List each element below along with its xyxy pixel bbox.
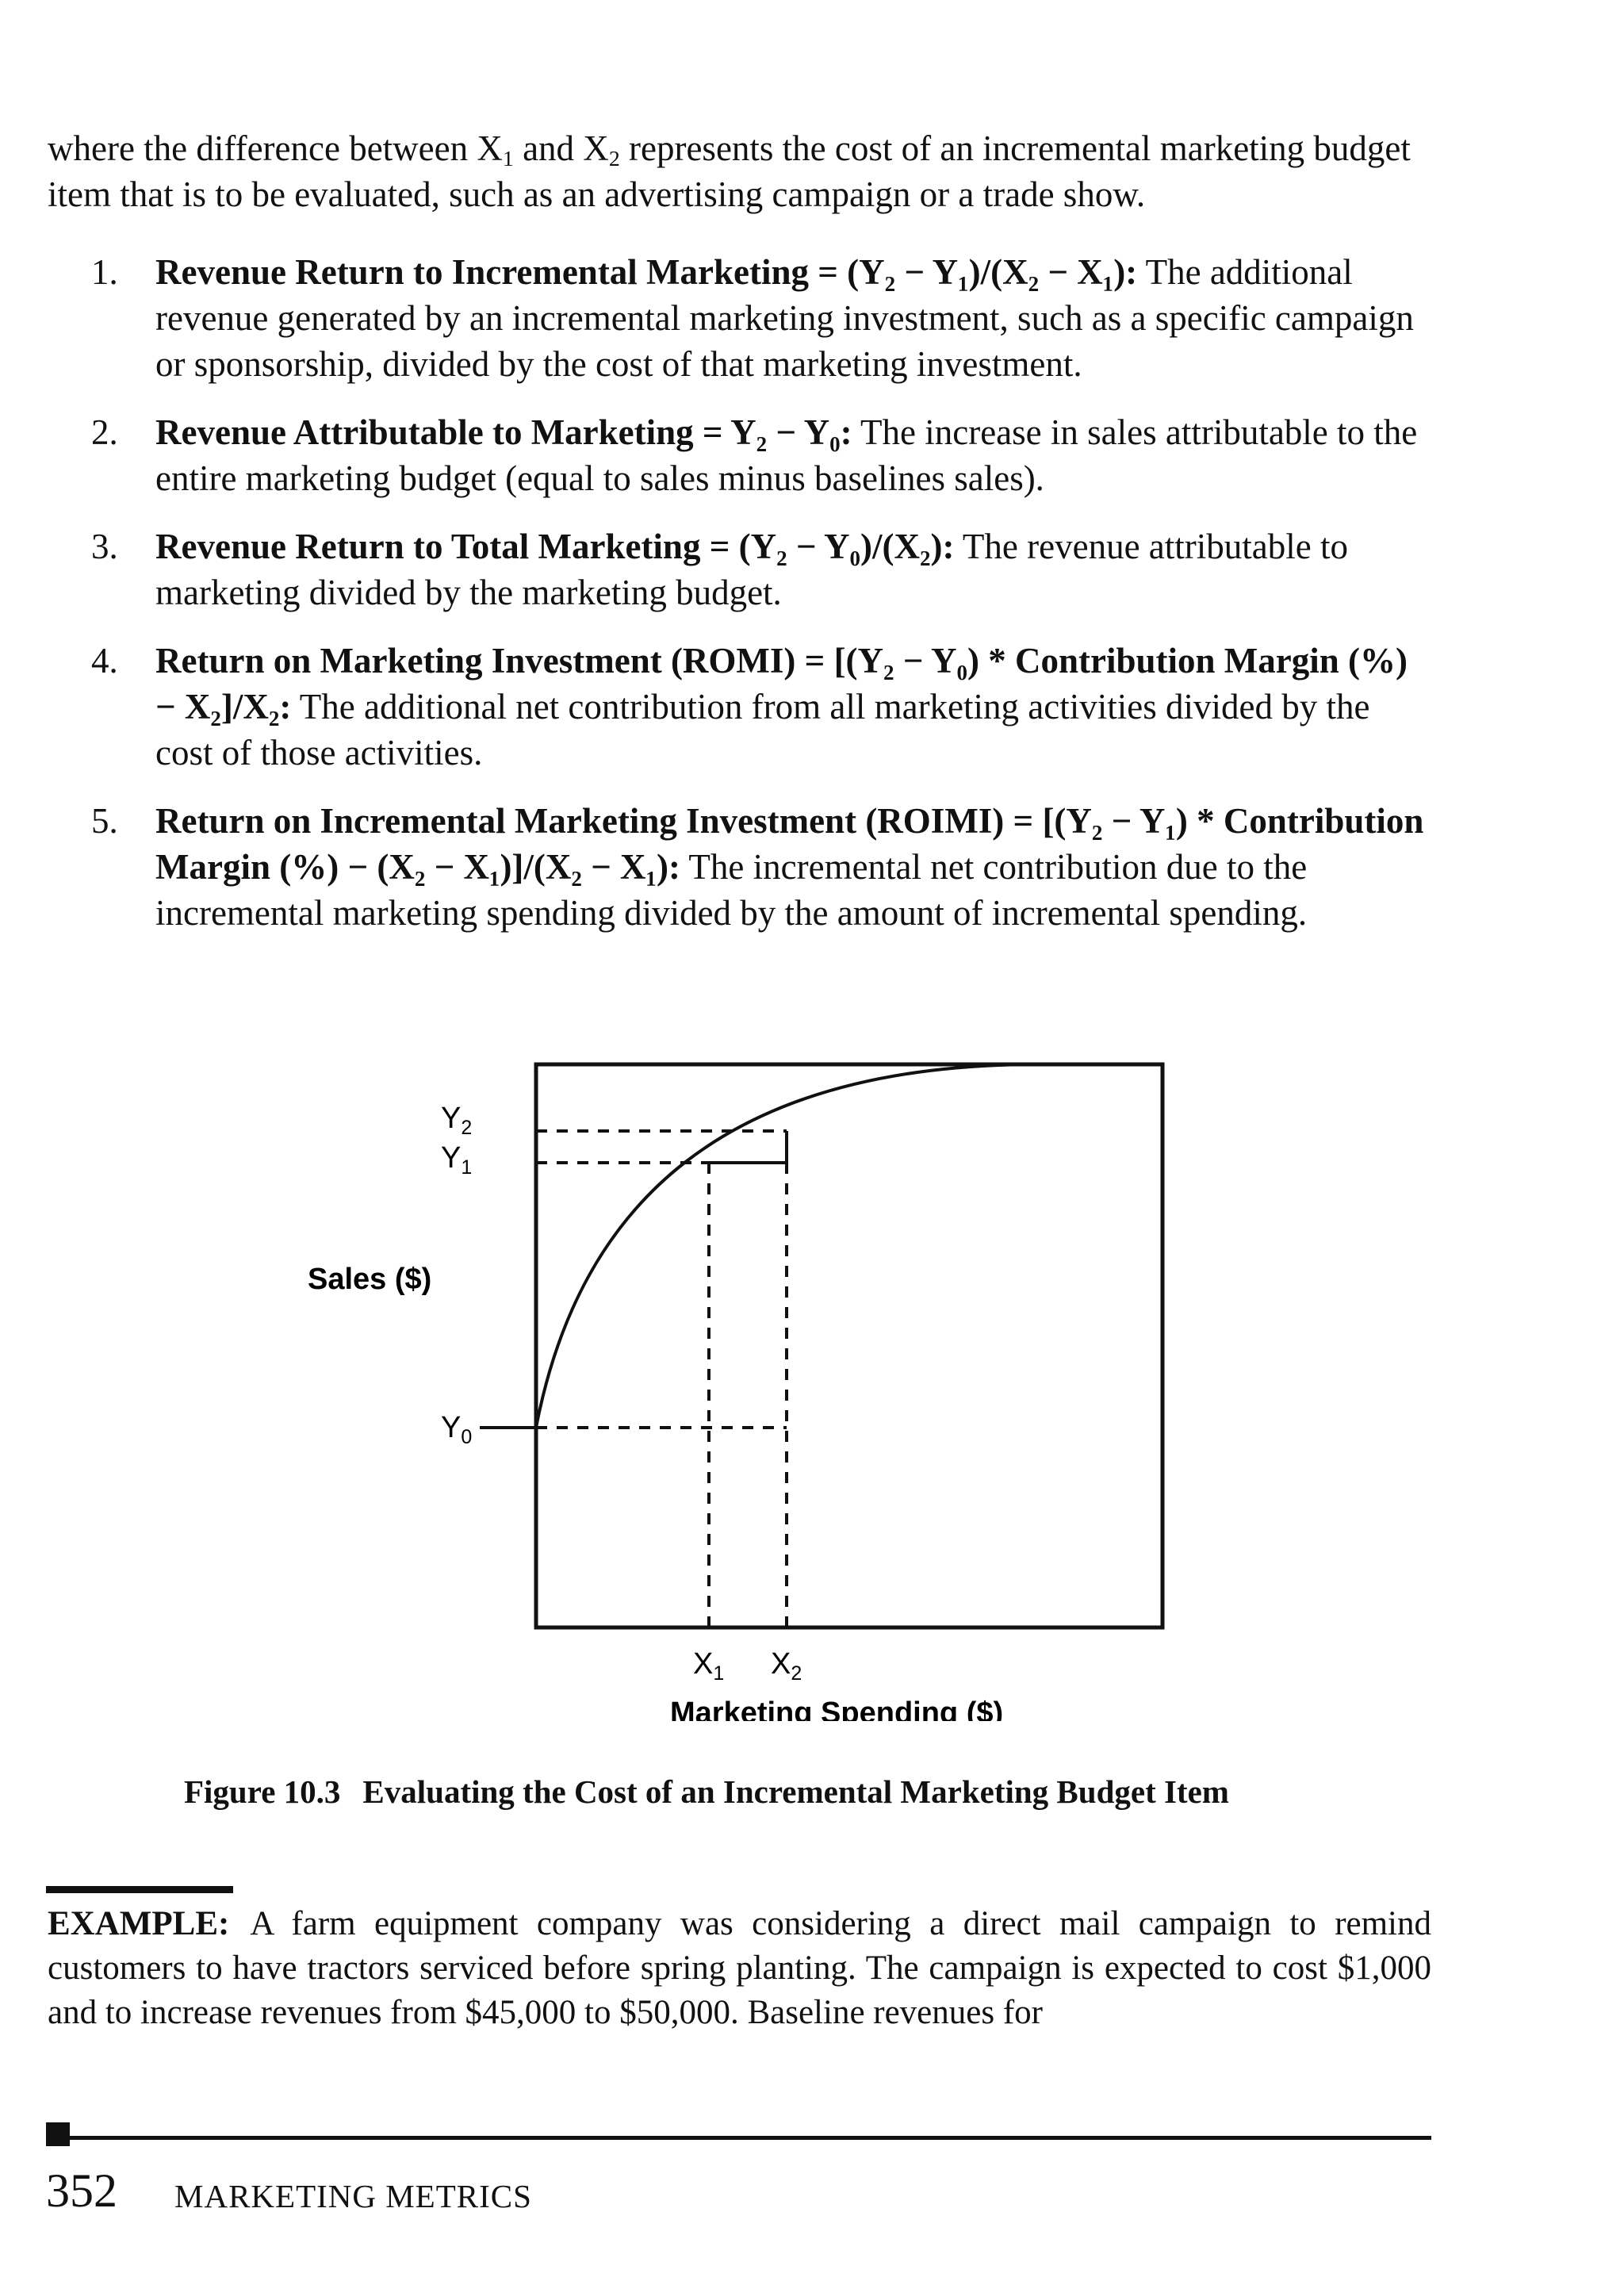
response-curve-diagram — [285, 1047, 1277, 1721]
metric-formula: = Y₂ − Y₀: — [693, 412, 852, 452]
footer-square — [46, 2122, 70, 2146]
intro-paragraph — [48, 125, 1431, 217]
example-label: EXAMPLE: — [48, 1905, 230, 1942]
intro-text: and X — [513, 128, 609, 168]
intro-text: represents the cost of an incremental marketing budget item that is to be evaluated, such as an advertising campaign or a trade show. — [48, 128, 1411, 214]
metric-item — [48, 798, 1431, 936]
metric-item — [48, 523, 1431, 615]
y0-label: $Y_0$ — [441, 1411, 473, 1448]
metric-name: Return on Incremental Marketing Investment (ROIMI) — [155, 801, 1005, 841]
metric-formula: = (Y₂ − Y₁)/(X₂ − X₁): — [809, 252, 1138, 292]
metric-name: Revenue Attributable to Marketing — [155, 412, 694, 452]
intro-text: where the difference between X — [48, 128, 503, 168]
example-text: A farm equipment company was considering a direct mail campaign to remind customers to have tractors serviced before spring planting. The campaign is expected to cost $1,000 and to increase revenues from $45,000 to $50,000. Baseline revenues for — [48, 1905, 1431, 2031]
x2-label: $X_2$ — [771, 1647, 802, 1685]
y2-label: $Y_2$ — [441, 1102, 473, 1139]
figure-10-3 — [285, 1047, 1277, 1721]
example-paragraph — [48, 1902, 1431, 2035]
metric-formula: = [(Y₂ − Y₀) * Contribution Margin (%) − X₂]/X₂: — [155, 641, 1408, 726]
caption-number: Figure 10.3 — [184, 1773, 341, 1810]
figure-caption — [184, 1773, 1229, 1811]
metric-description: The additional net contribution from all marketing activities divided by the cost of those activities. — [155, 687, 1370, 772]
running-head: MARKETING METRICS — [174, 2178, 532, 2214]
metric-name: Revenue Return to Total Marketing — [155, 527, 701, 566]
item-number: 1. — [91, 252, 118, 292]
item-number: 5. — [91, 801, 118, 841]
x1-label: $X_1$ — [693, 1647, 725, 1685]
page-number: 352 — [46, 2164, 117, 2217]
y-axis-title: Sales ($) — [308, 1263, 432, 1296]
example-rule — [46, 1886, 233, 1893]
footer-rule — [46, 2136, 1431, 2140]
item-number: 4. — [91, 641, 118, 680]
x-axis-title: Marketing Spending ($) — [670, 1696, 1004, 1721]
sales-response-curve — [536, 1064, 1162, 1428]
metrics-list — [48, 249, 1431, 958]
item-number: 3. — [91, 527, 118, 566]
item-number: 2. — [91, 412, 118, 452]
subscript: 1 — [502, 146, 514, 171]
plot-frame — [536, 1064, 1162, 1627]
metric-description: The incremental net contribution due to the incremental marketing spending divided by the amount of incremental spending. — [155, 847, 1308, 933]
metric-item — [48, 249, 1431, 387]
metric-description: The additional revenue generated by an incremental marketing investment, such as a specific campaign or sponsorship, divided by the cost of that marketing investment. — [155, 252, 1414, 384]
subscript: 2 — [608, 146, 620, 171]
metric-formula: = [(Y₂ − Y₁) * Contribution Margin (%) − (X₂ − X₁)]/(X₂ − X₁): — [155, 801, 1424, 887]
y1-label: $Y_1$ — [441, 1141, 473, 1179]
caption-title: Evaluating the Cost of an Incremental Marketing Budget Item — [362, 1773, 1229, 1810]
metric-name: Return on Marketing Investment (ROMI) — [155, 641, 796, 680]
metric-description: The revenue attributable to marketing divided by the marketing budget. — [155, 527, 1348, 612]
metric-formula: = (Y₂ − Y₀)/(X₂): — [700, 527, 955, 566]
metric-description: The increase in sales attributable to the entire marketing budget (equal to sales minus baselines sales). — [155, 412, 1418, 498]
metric-name: Revenue Return to Incremental Marketing — [155, 252, 810, 292]
metric-item — [48, 638, 1431, 776]
metric-item — [48, 409, 1431, 501]
